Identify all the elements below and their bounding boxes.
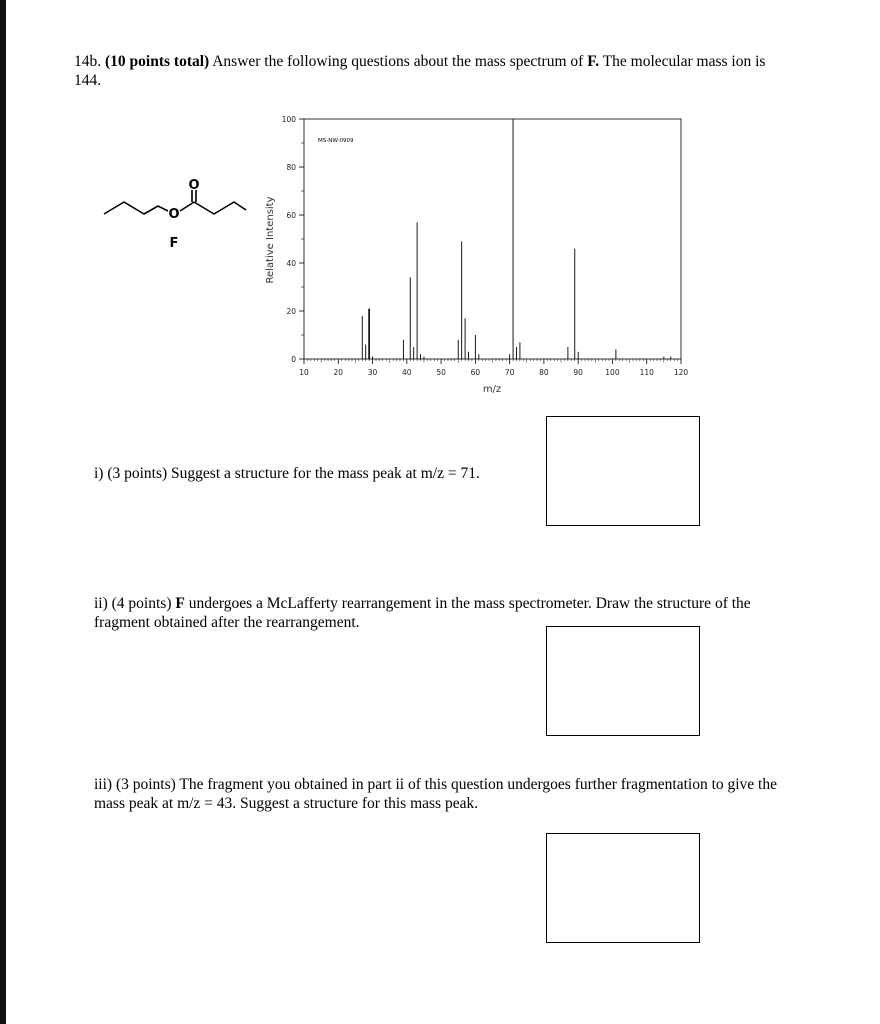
y-tick-label: 80 (286, 163, 296, 172)
x-tick-label: 20 (333, 368, 344, 377)
chart-title: MS-NW-0909 (318, 138, 354, 144)
x-tick-label: 90 (573, 368, 583, 377)
molecule-bonds-right (194, 202, 246, 214)
answer-box-part-iii[interactable] (546, 833, 700, 943)
molecule-f-structure (98, 170, 258, 260)
question-text-end: The molecular mass ion is 144. (74, 53, 766, 89)
compound-label: F. (587, 53, 600, 70)
x-tick-label: 70 (504, 368, 515, 377)
molecule-bond-o1 (158, 206, 168, 211)
page-edge-bar (0, 0, 6, 1024)
question-text: Answer the following questions about the mass spectrum of (209, 53, 588, 70)
ester-oxygen-atom: O (168, 207, 180, 222)
x-tick-label: 110 (639, 368, 654, 377)
part-ii-compound: F (175, 595, 185, 612)
y-tick-label: 20 (286, 307, 296, 316)
part-ii-lead: ii) (4 points) (94, 595, 176, 612)
x-tick-label: 30 (367, 368, 378, 377)
y-tick-label: 40 (286, 259, 296, 268)
x-axis-label: m/z (482, 384, 502, 395)
x-tick-label: 40 (402, 368, 412, 377)
part-iii-text: iii) (3 points) The fragment you obtained in part ii of this question undergoes further fragmentation to give the mass peak at m/z = 43. Suggest a structure for this mass peak. (94, 776, 777, 812)
x-tick-label: 120 (673, 368, 689, 377)
molecule-bond-o2 (180, 202, 194, 211)
mass-spectrum-chart (258, 112, 708, 402)
molecule-label: F (169, 236, 179, 251)
y-axis (282, 115, 304, 364)
x-tick-label: 80 (539, 368, 549, 377)
x-axis (299, 359, 688, 377)
answer-box-part-ii[interactable] (546, 626, 700, 736)
question-number: 14b. (74, 53, 102, 70)
x-tick-label: 10 (299, 368, 309, 377)
y-tick-label: 60 (286, 211, 296, 220)
y-tick-label: 0 (291, 355, 296, 364)
y-tick-label: 100 (281, 115, 296, 124)
y-axis-label: Relative Intensity (265, 196, 276, 284)
peaks (362, 119, 670, 359)
molecule-bonds-left (104, 202, 158, 214)
part-ii-rest: undergoes a McLafferty rearrangement in the mass spectrometer. Draw the structure of the fragment obtained after the rearrangement. (94, 595, 751, 631)
question-points: (10 points total) (105, 53, 210, 70)
plot-frame (304, 119, 681, 359)
x-tick-label: 50 (436, 368, 446, 377)
carbonyl-oxygen-atom: O (188, 178, 200, 193)
question-header (74, 52, 794, 90)
x-tick-label: 60 (470, 368, 481, 377)
answer-box-part-i[interactable] (546, 416, 700, 526)
x-tick-label: 100 (605, 368, 620, 377)
part-i-text: i) (3 points) Suggest a structure for the mass peak at m/z = 71. (94, 465, 480, 482)
